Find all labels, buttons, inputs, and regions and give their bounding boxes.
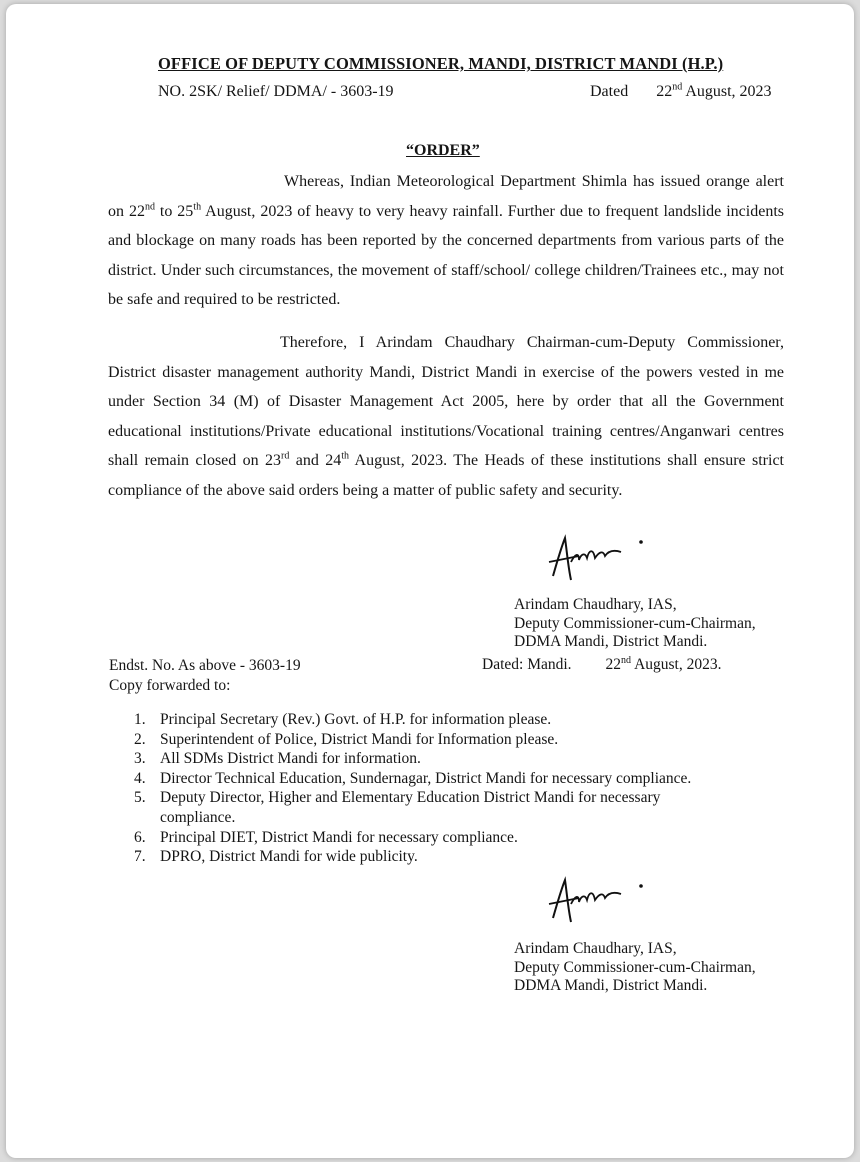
list-item: 7. DPRO, District Mandi for wide publicity. bbox=[134, 848, 418, 866]
signer-block bbox=[514, 596, 756, 652]
list-item: 4. Director Technical Education, Sundernagar, District Mandi for necessary compliance. bbox=[134, 769, 692, 787]
signer-block bbox=[514, 940, 756, 996]
signer-designation: Deputy Commissioner-cum-Chairman, bbox=[514, 614, 756, 632]
signer-office: DDMA Mandi, District Mandi. bbox=[514, 977, 708, 994]
list-item: 3. All SDMs District Mandi for information. bbox=[134, 750, 421, 768]
signature-image bbox=[541, 874, 651, 930]
signer-name: Arindam Chaudhary, IAS, bbox=[514, 940, 677, 957]
copy-forwarded-label: Copy forwarded to: bbox=[109, 677, 231, 694]
list-item: 6. Principal DIET, District Mandi for necessary compliance. bbox=[134, 828, 518, 846]
list-item: 5. Deputy Director, Higher and Elementary Education District Mandi for necessary compliance. bbox=[134, 789, 661, 826]
endorsement-block bbox=[109, 656, 301, 696]
copy-list bbox=[134, 710, 774, 867]
signer-designation: Deputy Commissioner-cum-Chairman, bbox=[514, 958, 756, 976]
list-item: 2. Superintendent of Police, District Mandi for Information please. bbox=[134, 730, 559, 748]
document-page bbox=[6, 4, 854, 1158]
reference-number: NO. 2SK/ Relief/ DDMA/ - 3603-19 bbox=[158, 83, 394, 100]
order-heading: “ORDER” bbox=[406, 142, 480, 159]
endorsement-number: Endst. No. As above - 3603-19 bbox=[109, 657, 301, 674]
signer-name: Arindam Chaudhary, IAS, bbox=[514, 596, 677, 613]
issue-date: Dated 22nd August, 2023 bbox=[590, 81, 772, 100]
list-item: 1. Principal Secretary (Rev.) Govt. of H.P. for information please. bbox=[134, 711, 552, 728]
signer-office: DDMA Mandi, District Mandi. bbox=[514, 633, 708, 650]
endorsement-date: Dated: Mandi. 22nd August, 2023. bbox=[482, 654, 722, 673]
paragraph-whereas: Whereas, Indian Meteorological Department Shimla has issued orange alert on 22nd to 25th August, 2023 of heavy to very heavy rainfall. Further due to frequent landslide incidents and blockage on many roads has been reported by the concerned departments from various parts of the district. Under such circumstances, the movement of staff/school/ college children/Trainees etc., may not be safe and required to be restricted. bbox=[108, 173, 784, 309]
office-title: OFFICE OF DEPUTY COMMISSIONER, MANDI, DISTRICT MANDI (H.P.) bbox=[158, 54, 724, 73]
issue-date-label: Dated bbox=[590, 83, 629, 100]
paragraph-therefore: Therefore, I Arindam Chaudhary Chairman-cum-Deputy Commissioner, District disaster management authority Mandi, District Mandi in exercise of the powers vested in me under Section 34 (M) of Disaster Management Act 2005, here by order that all the Government educational institutions/Private educational institutions/Vocational training centres/Anganwari centres shall remain closed on 23rd and 24th August, 2023. The Heads of these institutions shall ensure strict compliance of the above said orders being a matter of public safety and security. bbox=[108, 334, 784, 499]
signature-image bbox=[541, 532, 651, 588]
